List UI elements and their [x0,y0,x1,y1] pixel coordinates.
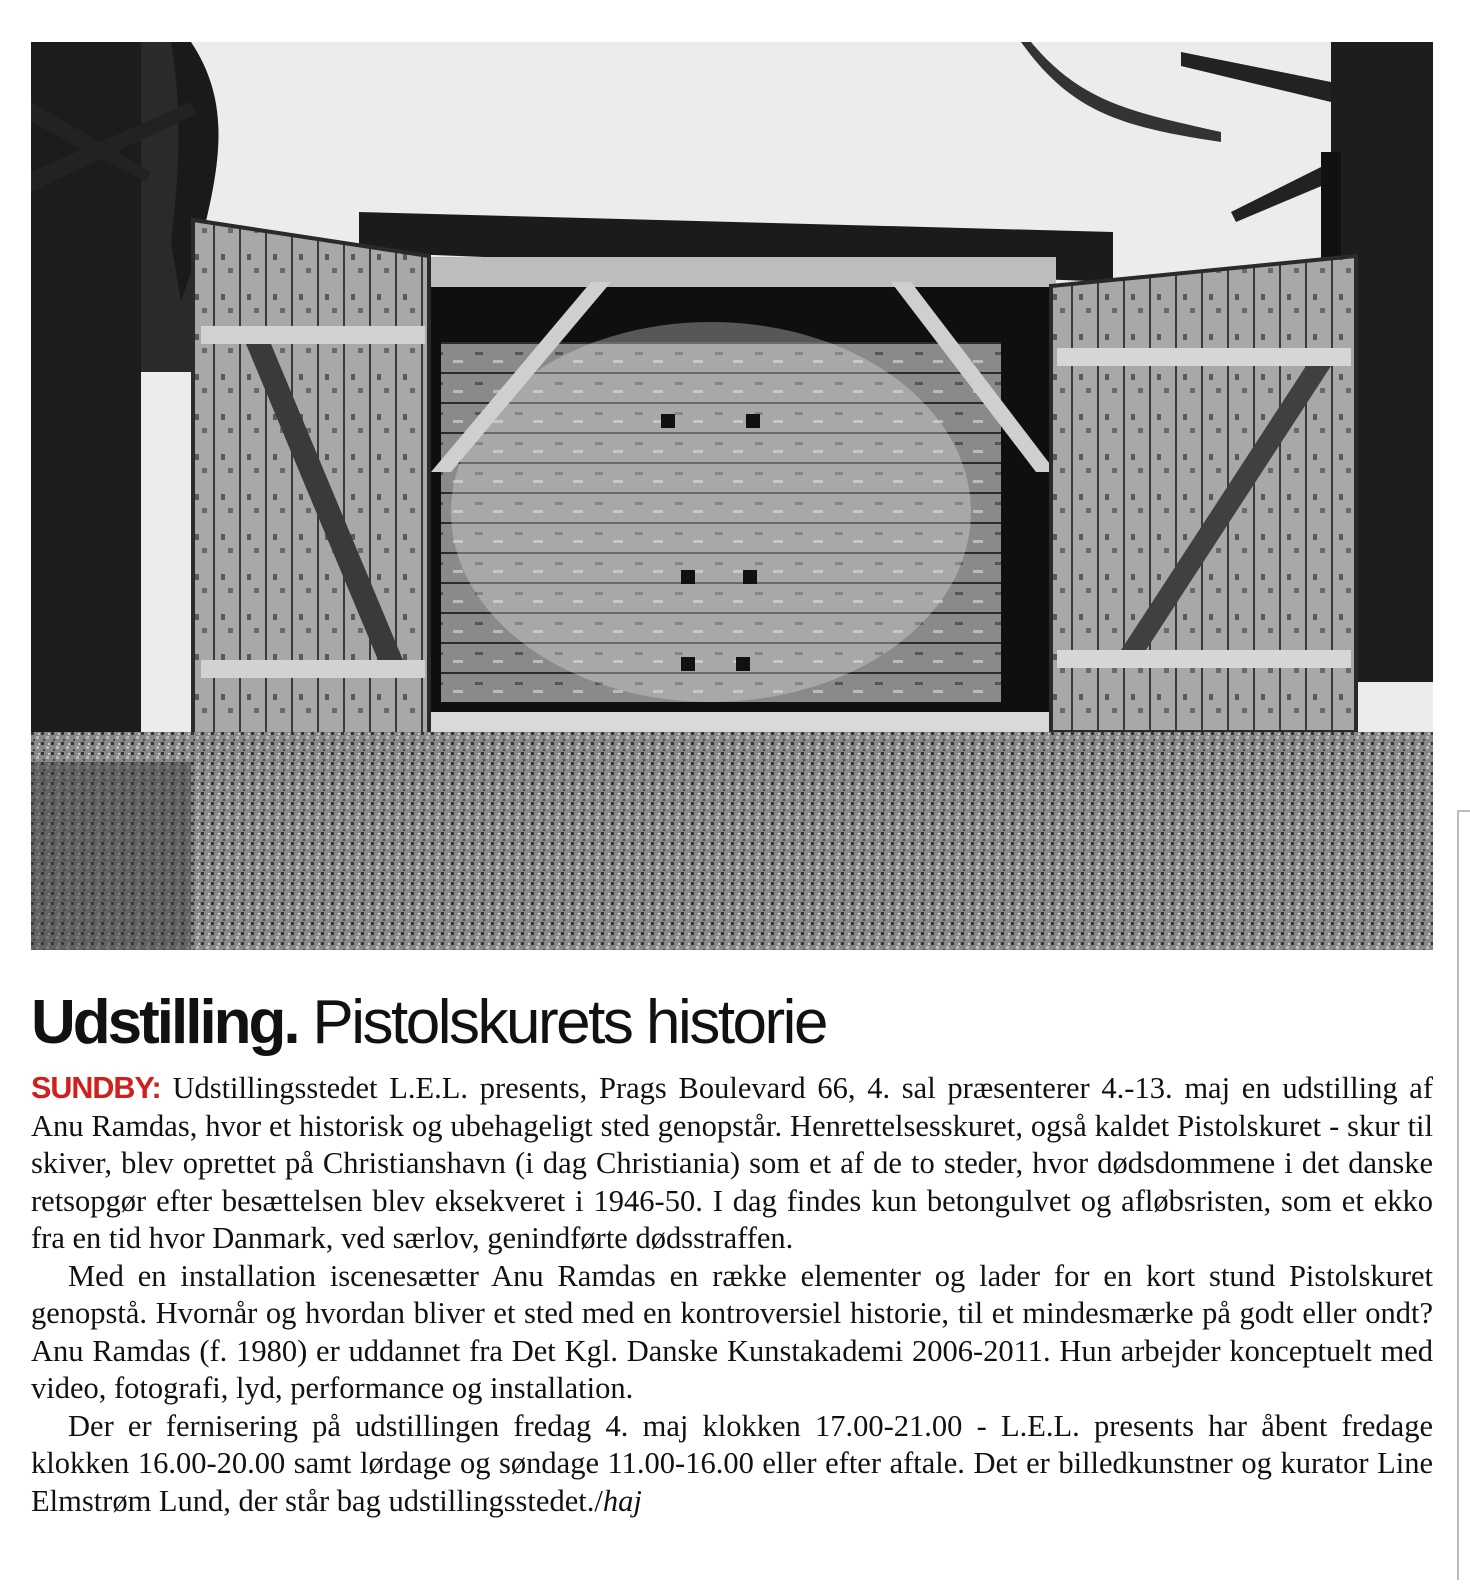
dateline: SUNDBY: [31,1071,161,1105]
shed-photo-illustration [31,42,1433,950]
paragraph-1-text: Udstillingsstedet L.E.L. presents, Prags Boulevard 66, 4. sal præsenterer 4.-13. maj en udstilling af Anu Ramdas, hvor et historisk og ubehageligt sted genopstår. Henrettelsesskuret, også kaldet Pistolskuret - skur til skiver, blev oprettet på Christianshavn (i dag Christiania) som et af de to steder, hvor dødsdommene i det danske retsopgør efter besættelsen blev eksekveret i 1946-50. I dag findes kun betongulvet og afløbsristen, som et ekko fra en tid hvor Danmark, ved særlov, genindførte dødsstraffen. [31,1071,1434,1255]
headline-title: Pistolskurets historie [312,988,826,1057]
article-headline [31,985,1441,1061]
article-photo [31,42,1433,950]
article-paragraph-2: Med en installation iscenesætter Anu Ramdas en række elementer og lader for en kort stund Pistolskuret genopstå. Hvornår og hvordan bliver et sted med en kontroversiel historie, til et mindesmærke på godt eller ondt? Anu Ramdas (f. 1980) er uddannet fra Det Kgl. Danske Kunstakademi 2006-2011. Hun arbejder konceptuelt med video, fotografi, lyd, performance og installation. [31,1258,1433,1405]
article-paragraph-1 [31,1070,1433,1258]
column-edge-rule [1457,810,1459,1580]
paragraph-3-text: Der er fernisering på udstillingen fredag 4. maj klokken 17.00-21.00 - L.E.L. presents har åbent fredage klokken 16.00-20.00 samt lørdage og søndage 11.00-16.00 eller efter aftale. Det er billedkunstner og kurator Line Elmstrøm Lund, der står bag udstillingsstedet./ [31,1408,1433,1518]
headline-kicker: Udstilling. [31,988,298,1057]
article-body [31,1070,1433,1520]
article-paragraph-3 [31,1408,1433,1521]
byline: haj [602,1483,642,1518]
